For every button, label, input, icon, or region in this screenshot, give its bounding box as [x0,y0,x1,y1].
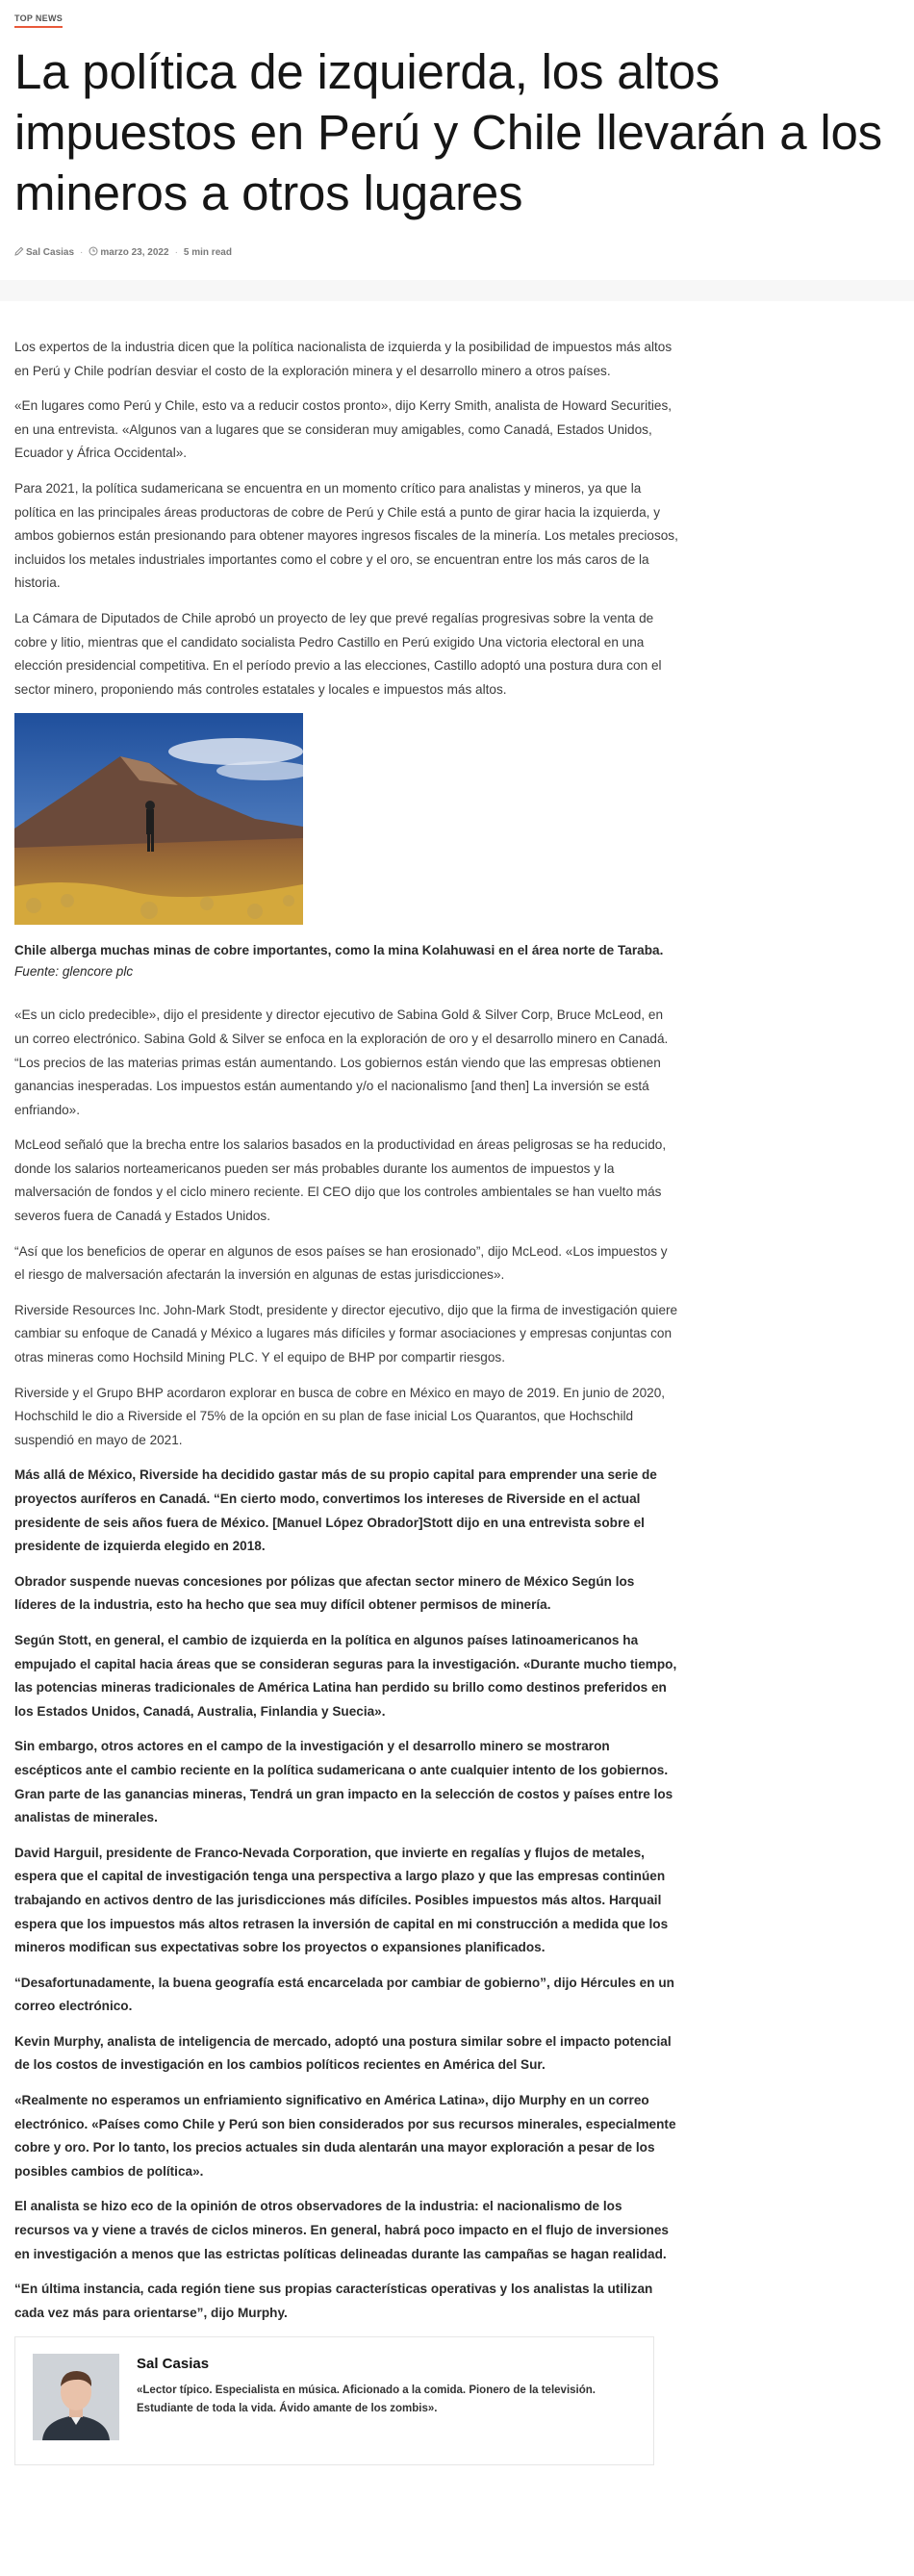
bold-paragraph: El analista se hizo eco de la opinión de otros observadores de la industria: el nacionalismo de los recursos va y viene a través de ciclos mineros. En general, habrá poco impacto en el flujo de inversiones en investigación a menos que las estrictas políticas delineadas durante las campañas se hagan realidad. [14,2199,669,2261]
author-info [137,2354,636,2448]
read-time: 5 min read [183,246,232,258]
paragraph: Riverside y el Grupo BHP acordaron explorar en busca de cobre en México en mayo de 2019. En junio de 2020, Hochschild le dio a Riverside el 75% de la opción en su plan de fase inicial Los Quarantos, que Hochschild suspendió en mayo de 2021. [14,1385,666,1447]
paragraph: «En lugares como Perú y Chile, esto va a reducir costos pronto», dijo Kerry Smith, analista de Howard Securities, en una entrevista. «Algunos van a lugares que se consideran muy amigables, como Canadá, Estados Unidos, Ecuador y África Occidental». [14,398,673,461]
image-caption [14,940,678,982]
author-bio: «Lector típico. Especialista en música. Aficionado a la comida. Pionero de la televisión. Estudiante de toda la vida. Ávido amante de los zombis». [137,2385,596,2415]
paragraph: Los expertos de la industria dicen que la política nacionalista de izquierda y la posibilidad de impuestos más altos en Perú y Chile podrían desviar el costo de la exploración minera y el desarrollo minero a otros países. [14,340,673,378]
meta-separator: · [174,246,178,258]
bold-paragraph: David Harguil, presidente de Franco-Nevada Corporation, que invierte en regalías y flujos de metales, espera que el capital de investigación tenga una perspectiva a largo plazo y que las empresas continúen trabajando en activos dentro de las jurisdicciones más difíciles. Posibles impuestos más altos. Harquail espera que los impuestos más altos retrasen la inversión de capital en mi construcción a medida que los mineros modifican sus expectativas sobre los proyectos o expansiones planificados. [14,1845,669,1955]
bold-paragraph: Más allá de México, Riverside ha decidido gastar más de su propio capital para emprender una serie de proyectos auríferos en Canadá. “En cierto modo, convertimos los intereses de Riverside en el actual presidente de seis años fuera de México. [Manuel López Obrador]Stott dijo en una entrevista sobre el presidente de izquierda elegido en 2018. [14,1467,657,1554]
author-meta[interactable] [14,246,74,258]
bold-paragraph: Sin embargo, otros actores en el campo de la investigación y el desarrollo minero se mostraron escépticos ante el cambio reciente en la política sudamericana o ante cualquier intento de los gobiernos. Gran parte de las ganancias mineras, Tendrá un gran impacto en la selección de costos y países entre los analistas de minerales. [14,1739,673,1825]
publish-date: marzo 23, 2022 [100,247,169,258]
mine-landscape-image [14,713,303,925]
paragraph: La Cámara de Diputados de Chile aprobó un proyecto de ley que prevé regalías progresivas sobre la venta de cobre y litio, mientras que el candidato socialista Pedro Castillo en Perú exigido Una victoria electoral en una elección presidencial competitiva. En el período previo a las elecciones, Castillo adoptó una postura dura con el sector minero, proponiendo más controles estatales y locales e impuestos más altos. [14,610,662,697]
paragraph: McLeod señaló que la brecha entre los salarios basados en la productividad en áreas peligrosas se ha reducido, donde los salarios norteamericanos pueden ser más probables durante los aumentos de impuestos y la malversación de fondos y el ciclo minero reciente. El CEO dijo que los controles ambientales se han vuelto más severos fuera de Canadá y Estados Unidos. [14,1137,667,1224]
author-name-meta[interactable]: Sal Casias [26,247,75,258]
clock-icon [89,246,98,256]
caption-source: Fuente: glencore plc [14,964,134,980]
article-body [0,301,678,2465]
pencil-icon [14,246,24,256]
paragraph: Para 2021, la política sudamericana se encuentra en un momento crítico para analistas y mineros, ya que la política en las principales áreas productoras de cobre de Perú y Chile está a punto de girar hacia la izquierda, y ambos gobiernos están presionando para obtener mayores ingresos fiscales de la minería. Los metales preciosos, incluidos los metales industriales importantes como el cobre y el oro, se encuentran entre los más caros de la historia. [14,480,678,591]
category-tag[interactable]: TOP NEWS [14,13,63,28]
bold-paragraph: Kevin Murphy, analista de inteligencia de mercado, adoptó una postura similar sobre el impacto potencial de los costos de investigación en los cambios políticos recientes en América del Sur. [14,2033,672,2073]
avatar[interactable] [33,2354,119,2440]
paragraph: Riverside Resources Inc. John-Mark Stodt, presidente y director ejecutivo, dijo que la firma de investigación quiere cambiar su enfoque de Canadá y México a lugares más difíciles y formar asociaciones y empresas conjuntas con otras mineras como Hochsild Mining PLC. Y el equipo de BHP por compartir riesgos. [14,1302,678,1365]
caption-text: Chile alberga muchas minas de cobre importantes, como la mina Kolahuwasi en el área norte de Taraba. [14,943,664,958]
article-title: La política de izquierda, los altos impuestos en Perú y Chile llevarán a los mineros a otros lugares [14,44,882,220]
meta-separator: · [80,246,84,258]
article-meta [14,246,900,258]
bold-paragraph: “Desafortunadamente, la buena geografía está encarcelada por cambiar de gobierno”, dijo Hércules en un correo electrónico. [14,1975,674,2014]
author-box-name[interactable]: Sal Casias [137,2356,210,2373]
author-box [14,2336,654,2465]
bold-paragraph: Obrador suspende nuevas concesiones por pólizas que afectan sector minero de México Según los líderes de la industria, esto ha hecho que sea muy difícil obtener permisos de minería. [14,1573,635,1613]
paragraph: «Es un ciclo predecible», dijo el presidente y director ejecutivo de Sabina Gold & Silver Corp, Bruce McLeod, en un correo electrónico. Sabina Gold & Silver se enfoca en la exploración de oro y el desarrollo minero en Canadá. “Los precios de las materias primas están aumentando. Los gobiernos están viendo que las empresas obtienen ganancias inesperadas. Los impuestos están aumentando y/o el nacionalismo [and then] La inversión se está enfriando». [14,1007,669,1117]
article-header [0,0,914,258]
bold-paragraph: Según Stott, en general, el cambio de izquierda en la política en algunos países latinoamericanos ha empujado el capital hacia áreas que se consideran seguras para la investigación. «Durante mucho tiempo, las potencias mineras tradicionales de América Latina han perdido su brillo como destinos preferidos en los Estados Unidos, Canadá, Australia, Finlandia y Suecia». [14,1632,677,1719]
bold-paragraph: «Realmente no esperamos un enfriamiento significativo en América Latina», dijo Murphy en un correo electrónico. «Países como Chile y Perú son bien considerados por sus recursos minerales, especialmente cobre y oro. Por lo tanto, los precios actuales sin duda alentarán una mayor exploración a pesar de los posibles cambios de política». [14,2093,676,2179]
paragraph: “Así que los beneficios de operar en algunos de esos países se han erosionado”, dijo McLeod. «Los impuestos y el riesgo de malversación afectarán la inversión en algunas de estas jurisdicciones». [14,1243,668,1283]
divider-band [0,280,914,301]
bold-paragraph: “En última instancia, cada región tiene sus propias características operativas y los analistas la utilizan cada vez más para orientarse”, dijo Murphy. [14,2282,653,2320]
date-meta [89,246,168,258]
